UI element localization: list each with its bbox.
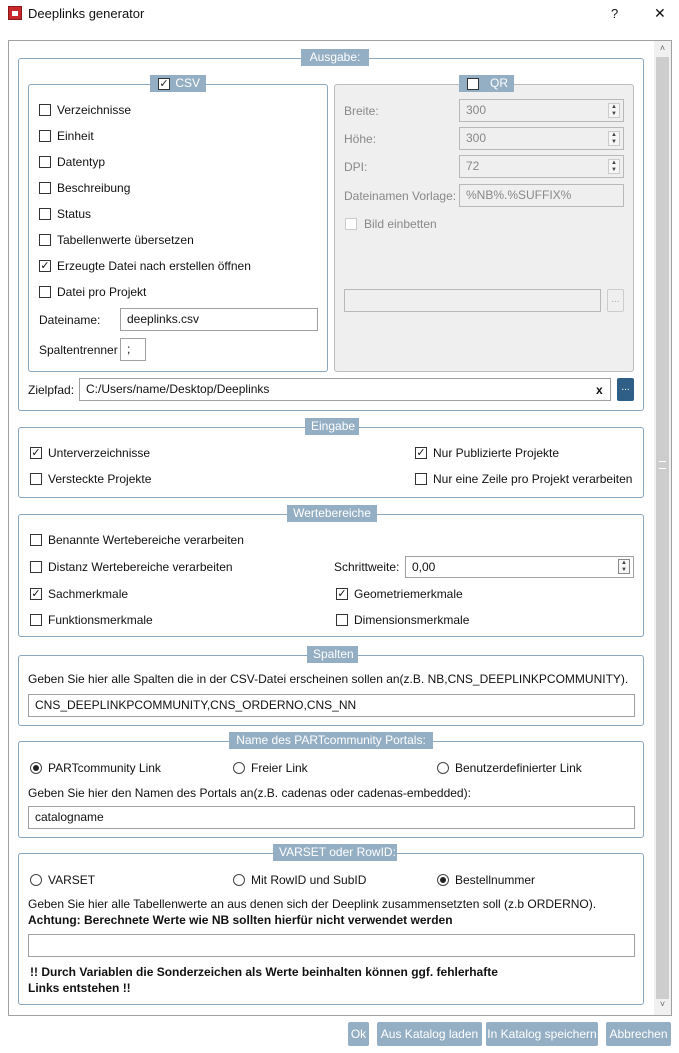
werte-legend: Wertebereiche [287, 505, 377, 522]
radio-button[interactable] [437, 762, 449, 774]
eingabe-group [18, 427, 644, 498]
spalten-hint: Geben Sie hier alle Spalten die in der CSV-Datei erscheinen sollen an(z.B. NB,CNS_DEEPLINKPCOMMUNITY). [28, 672, 629, 686]
checkbox[interactable] [39, 156, 51, 168]
help-button[interactable]: ? [611, 6, 619, 21]
distance-ranges-checkbox[interactable] [30, 561, 42, 573]
path-label: Zielpfad: [28, 383, 75, 397]
checkbox[interactable]: ✓ [416, 447, 426, 459]
portal-legend: Name des PARTcommunity Portals: [229, 732, 433, 749]
portal-hint: Geben Sie hier den Namen des Portals an(z.B. cadenas oder cadenas-embedded): [28, 786, 471, 800]
checkbox[interactable] [39, 182, 51, 194]
separator-input[interactable]: ; [120, 338, 146, 361]
csv-checkbox[interactable]: ✓ [159, 78, 169, 90]
checkbox[interactable]: ✓ [31, 447, 41, 459]
checkbox-label: Nur eine Zeile pro Projekt verarbeiten [433, 472, 633, 486]
radio-button[interactable] [437, 874, 449, 886]
app-icon [8, 6, 22, 20]
checkbox-label: Dimensionsmerkmale [354, 613, 470, 627]
checkbox[interactable] [39, 208, 51, 220]
checkbox[interactable] [39, 130, 51, 142]
checkbox-label: Erzeugte Datei nach erstellen öffnen [57, 259, 251, 273]
special-chars-warning-2: Links entstehen !! [28, 981, 131, 995]
embed-checkbox[interactable] [345, 218, 357, 230]
separator-label: Spaltentrenner [39, 343, 118, 357]
eingabe-legend: Eingabe [305, 418, 359, 435]
varset-input[interactable] [28, 934, 635, 957]
load-from-catalog-button[interactable]: Aus Katalog laden [377, 1022, 482, 1046]
scroll-up-icon[interactable]: ˄ [659, 43, 666, 53]
checkbox-label: Beschreibung [57, 181, 131, 195]
width-spinbox[interactable]: 300 ▲ ▼ [459, 99, 624, 122]
path-input[interactable]: C:/Users/name/Desktop/Deeplinks [79, 378, 611, 401]
dpi-label: DPI: [344, 160, 368, 174]
checkbox[interactable]: ✓ [40, 260, 50, 272]
width-label: Breite: [344, 104, 379, 118]
filename-label: Dateiname: [39, 313, 101, 327]
checkbox[interactable] [336, 614, 348, 626]
filename-input[interactable]: deeplinks.csv [120, 308, 318, 331]
template-label: Dateinamen Vorlage: [344, 189, 457, 203]
checkbox-label: Versteckte Projekte [48, 472, 152, 486]
checkbox-label: Sachmerkmale [48, 587, 129, 601]
checkbox-label: Datei pro Projekt [57, 285, 147, 299]
checkbox[interactable] [30, 473, 42, 485]
checkbox[interactable] [30, 614, 42, 626]
spin-arrows-icon[interactable]: ▲ ▼ [618, 559, 630, 574]
checkbox-label: Verzeichnisse [57, 103, 132, 117]
spin-arrows-icon[interactable]: ▲ ▼ [608, 131, 620, 146]
qr-browse-button[interactable]: ... [607, 289, 624, 312]
height-spinbox[interactable]: 300 ▲ ▼ [459, 127, 624, 150]
scroll-down-icon[interactable]: ˅ [659, 999, 666, 1009]
named-ranges-checkbox[interactable] [30, 534, 42, 546]
cancel-button[interactable]: Abbrechen [606, 1022, 671, 1046]
checkbox-label: Status [57, 207, 92, 221]
qr-checkbox[interactable] [467, 78, 479, 90]
spalten-legend: Spalten [307, 646, 358, 663]
step-spinbox[interactable]: 0,00 ▲ ▼ [405, 556, 634, 578]
checkbox[interactable] [415, 473, 427, 485]
radio-label: VARSET [48, 873, 96, 887]
varset-legend: VARSET oder RowID: [273, 844, 397, 861]
window-title: Deeplinks generator [28, 6, 145, 21]
radio-label: Benutzerdefinierter Link [455, 761, 582, 775]
varset-warning: Achtung: Berechnete Werte wie NB sollten hierfür nicht verwendet werden [28, 913, 453, 927]
qr-toggle[interactable]: QR [459, 75, 514, 92]
path-browse-button[interactable]: ... [617, 378, 634, 401]
spalten-input[interactable]: CNS_DEEPLINKPCOMMUNITY,CNS_ORDERNO,CNS_NN [28, 694, 635, 717]
checkbox[interactable] [39, 234, 51, 246]
ok-button[interactable]: Ok [348, 1022, 369, 1046]
special-chars-warning-1: !! Durch Variablen die Sonderzeichen als Werte beinhalten können ggf. fehlerhafte [30, 965, 498, 979]
close-button[interactable]: ✕ [654, 5, 666, 21]
height-label: Höhe: [344, 132, 377, 146]
spin-arrows-icon[interactable]: ▲ ▼ [608, 103, 620, 118]
checkbox-label: Geometriemerkmale [354, 587, 463, 601]
radio-label: Freier Link [251, 761, 308, 775]
vertical-scrollbar[interactable] [654, 41, 671, 1015]
scroll-thumb[interactable] [656, 57, 669, 999]
distance-ranges-label: Distanz Wertebereiche verarbeiten [48, 560, 233, 574]
varset-hint: Geben Sie hier alle Tabellenwerte an aus denen sich der Deeplink zusammensetzten soll (z.b ORDERNO). [28, 897, 597, 911]
radio-button[interactable] [30, 874, 42, 886]
clear-path-icon[interactable]: x [596, 383, 603, 397]
step-label: Schrittweite: [334, 560, 400, 574]
checkbox-label: Nur Publizierte Projekte [433, 446, 560, 460]
checkbox-label: Funktionsmerkmale [48, 613, 153, 627]
checkbox-label: Datentyp [57, 155, 106, 169]
ausgabe-legend: Ausgabe: [301, 49, 369, 66]
checkbox[interactable] [39, 286, 51, 298]
dpi-spinbox[interactable]: 72 ▲ ▼ [459, 155, 624, 178]
checkbox-label: Unterverzeichnisse [48, 446, 151, 460]
radio-button[interactable] [233, 762, 245, 774]
checkbox[interactable] [39, 104, 51, 116]
checkbox-label: Tabellenwerte übersetzen [57, 233, 194, 247]
qr-path-input[interactable] [344, 289, 601, 312]
named-ranges-label: Benannte Wertebereiche verarbeiten [48, 533, 244, 547]
portal-input[interactable]: catalogname [28, 806, 635, 829]
radio-label: PARTcommunity Link [48, 761, 161, 775]
csv-toggle[interactable]: CSV [150, 75, 206, 92]
radio-button[interactable] [30, 762, 42, 774]
embed-label: Bild einbetten [364, 217, 437, 231]
radio-label: Bestellnummer [455, 873, 536, 887]
checkbox-label: Einheit [57, 129, 94, 143]
checkbox[interactable]: ✓ [31, 588, 41, 600]
template-input[interactable]: %NB%.%SUFFIX% [459, 184, 624, 207]
spin-arrows-icon[interactable]: ▲ ▼ [608, 159, 620, 174]
radio-label: Mit RowID und SubID [251, 873, 367, 887]
radio-button[interactable] [233, 874, 245, 886]
checkbox[interactable]: ✓ [337, 588, 347, 600]
save-to-catalog-button[interactable]: In Katalog speichern [486, 1022, 598, 1046]
